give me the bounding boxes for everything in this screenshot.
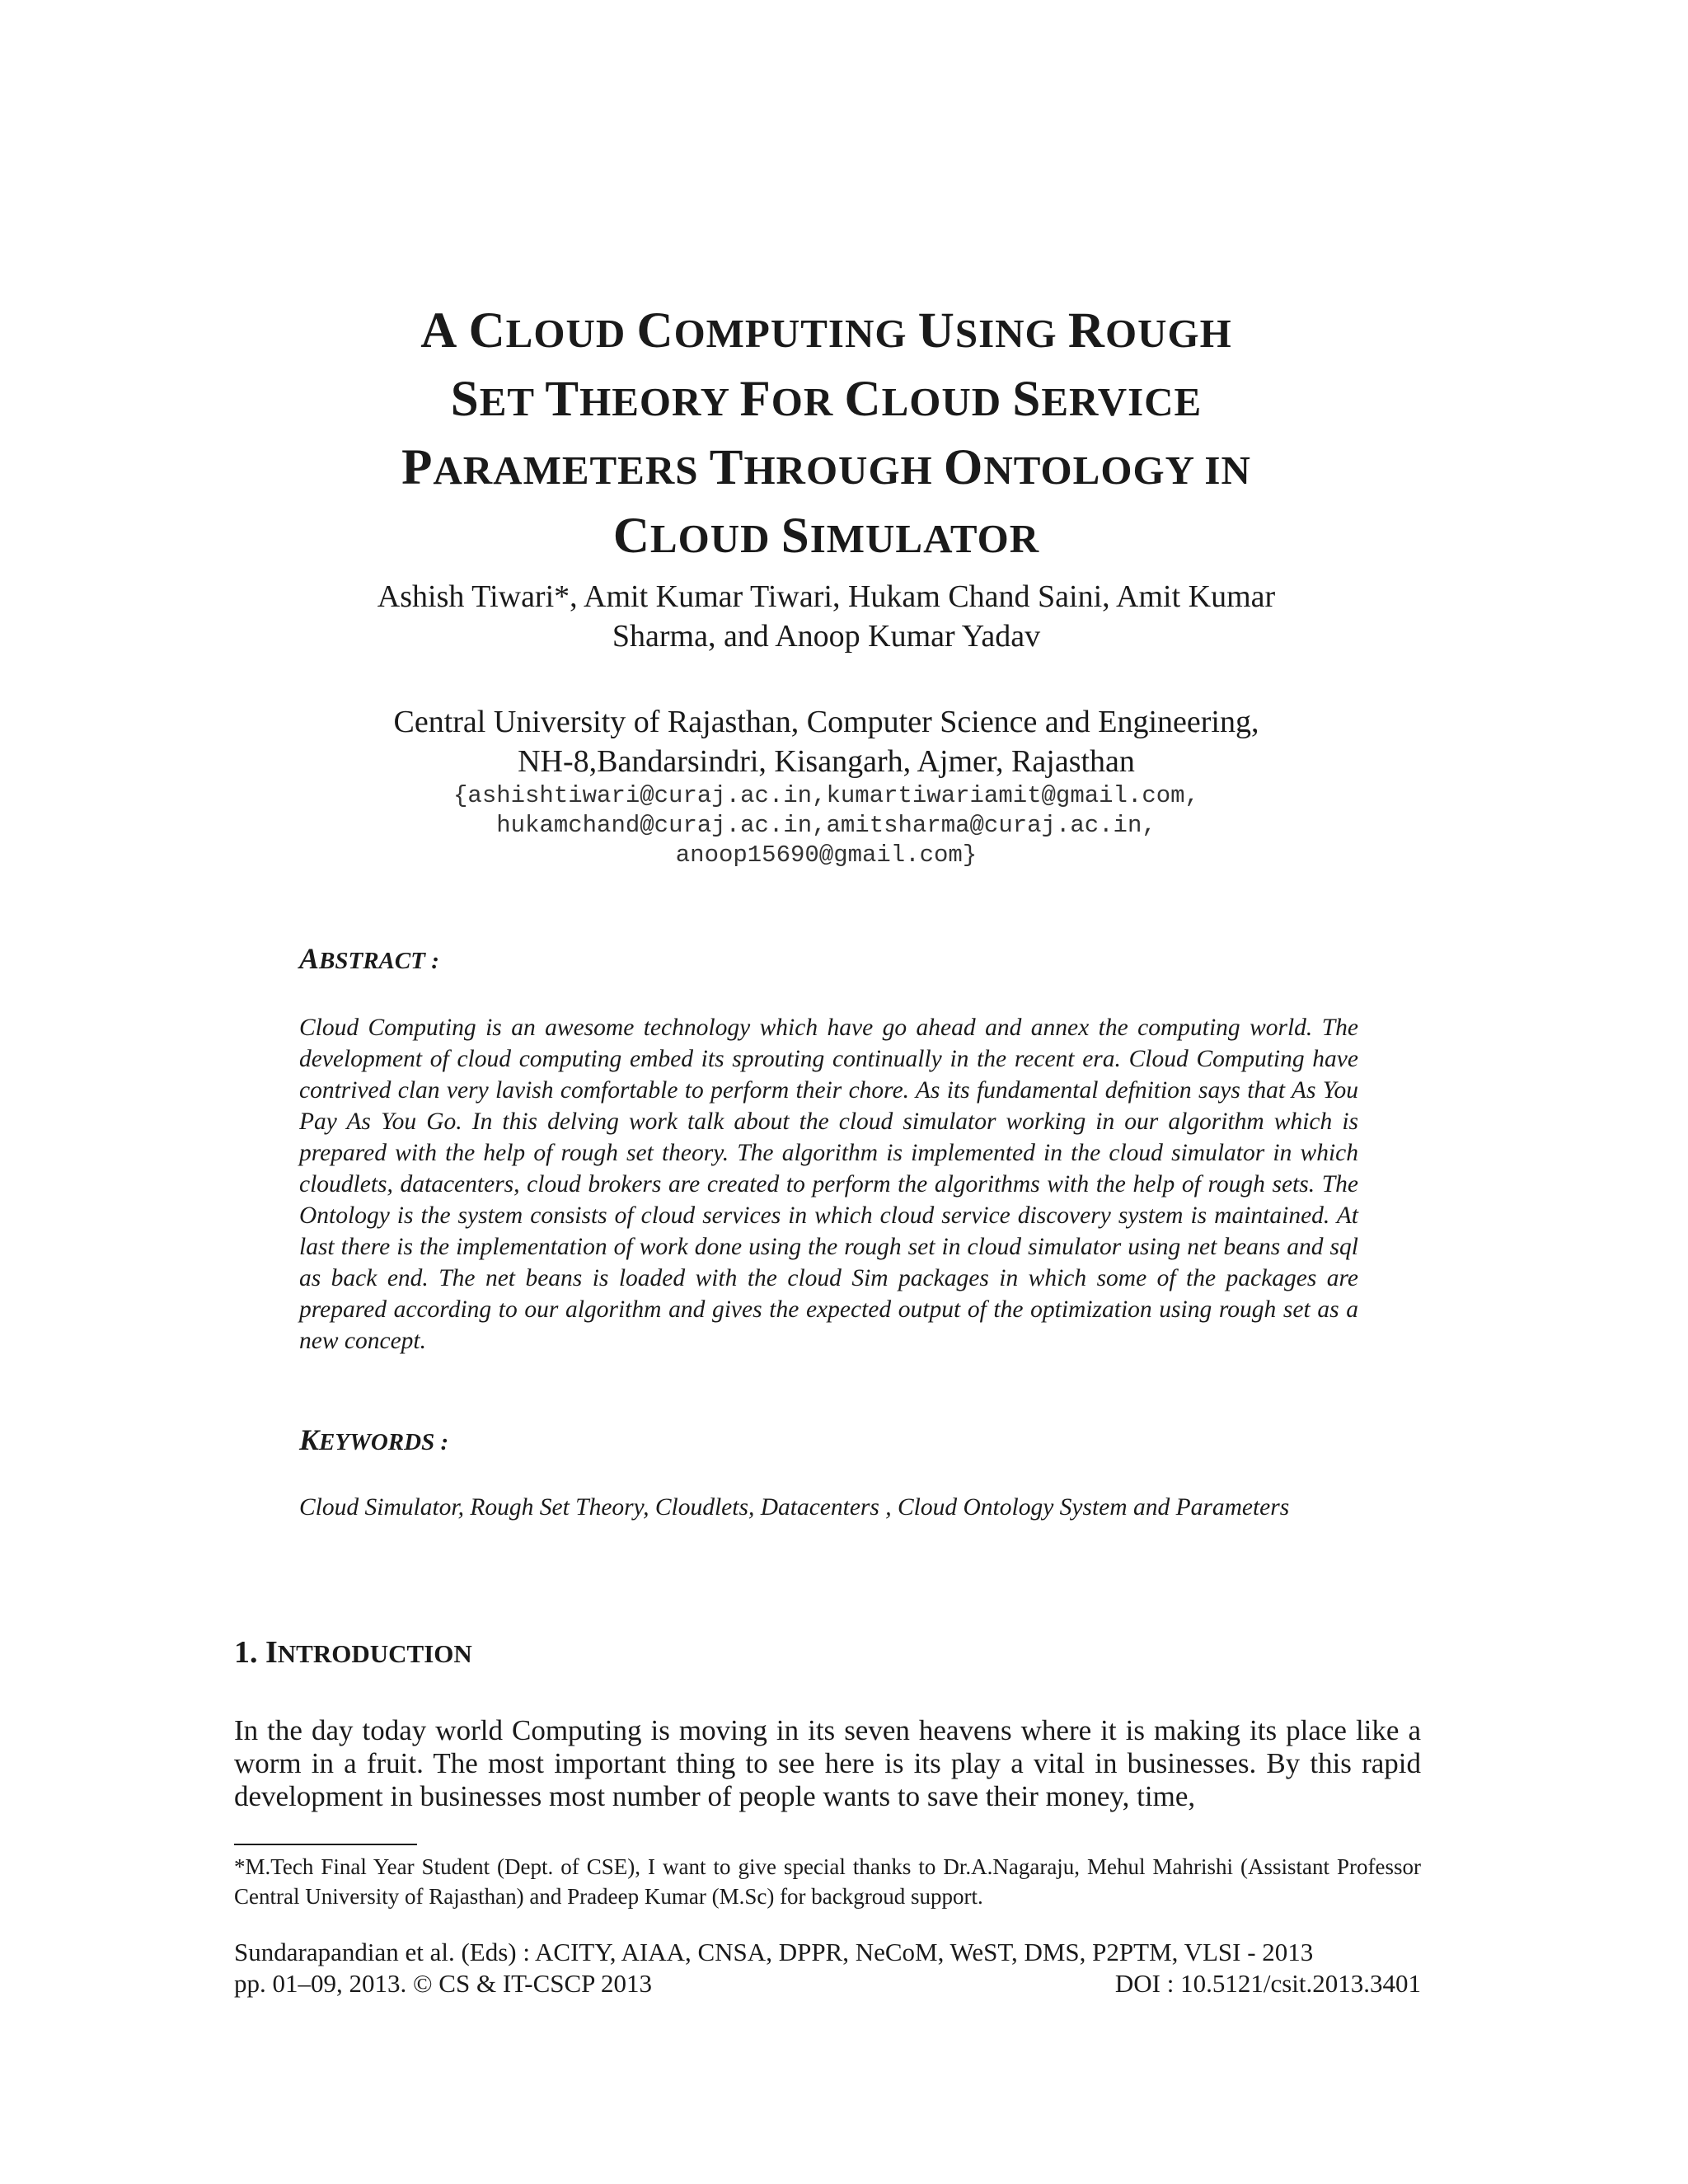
citation-row [234,1968,1421,1999]
citation-proceedings: Sundarapandian et al. (Eds) : ACITY, AIAA, CNSA, DPPR, NeCoM, WeST, DMS, P2PTM, VLSI - 2013 [234,1938,1314,1966]
email-line: hukamchand@curaj.ac.in,amitsharma@curaj.ac.in, [496,812,1156,839]
email-line: {ashishtiwari@curaj.ac.in,kumartiwariamit@gmail.com, [453,782,1199,809]
affiliation-line: NH-8,Bandarsindri, Kisangarh, Ajmer, Rajasthan [518,744,1135,779]
title-line-4: CLOUD SIMULATOR [612,509,1040,564]
author-list [247,577,1405,656]
introduction-text: In the day today world Computing is moving in its seven heavens where it is making its place like a worm in a fruit. The most important thing to see here is its play a vital in businesses. By this rapid development in businesses most number of people wants to save their money, time, [234,1714,1421,1812]
paper-title [247,298,1405,572]
author-line: Ashish Tiwari*, Amit Kumar Tiwari, Hukam Chand Saini, Amit Kumar [377,579,1276,614]
email-line: anoop15690@gmail.com} [675,841,978,869]
author-line: Sharma, and Anoop Kumar Yadav [612,619,1041,654]
author-emails [247,781,1405,870]
citation-pages: pp. 01–09, 2013. © CS & IT-CSCP 2013 [234,1969,653,1998]
footnote: *M.Tech Final Year Student (Dept. of CSE), I want to give special thanks to Dr.A.Nagaraju, Mehul Mahrishi (Assistant Professor Central University of Rajasthan) and Pradeep Kumar (M.Sc) for backgroud support. [234,1854,1421,1909]
introduction-heading: 1. INTRODUCTION [234,1635,472,1670]
title-line-1: A CLOUD COMPUTING USING ROUGH [420,303,1232,359]
title-line-2: SET THEORY FOR CLOUD SERVICE [450,372,1203,427]
citation-doi: DOI : 10.5121/csit.2013.3401 [1114,1969,1421,1998]
affiliation-line: Central University of Rajasthan, Computer Science and Engineering, [393,705,1259,739]
abstract-heading: ABSTRACT : [299,942,439,975]
keywords-heading: KEYWORDS : [299,1423,449,1456]
abstract-text: Cloud Computing is an awesome technology which have go ahead and annex the computing world. The development of cloud computing embed its sprouting continually in the recent era. Cloud Computing have contrived clan very lavish comfortable to perform their chore. As its fundamental defnition says that As You Pay As You Go. In this delving work talk about the cloud simulator working in our algorithm which is prepared with the help of rough set theory. The algorithm is implemented in the cloud simulator in which cloudlets, datacenters, cloud brokers are created to perform the algorithms with the help of rough sets. The Ontology is the system consists of cloud services in which cloud service discovery system is maintained. At last there is the implementation of work done using the rough set in cloud simulator using net beans and sql as back end. The net beans is loaded with the cloud Sim packages in which some of the packages are prepared according to our algorithm and gives the expected output of the optimization using rough set as a new concept. [299,1015,1358,1354]
citation-footer [234,1937,1421,1999]
footnote-divider [234,1844,417,1845]
keywords-text: Cloud Simulator, Rough Set Theory, Cloudlets, Datacenters , Cloud Ontology System and Parameters [299,1494,1290,1521]
affiliation [247,702,1405,781]
title-line-3: PARAMETERS THROUGH ONTOLOGY IN [401,440,1251,495]
